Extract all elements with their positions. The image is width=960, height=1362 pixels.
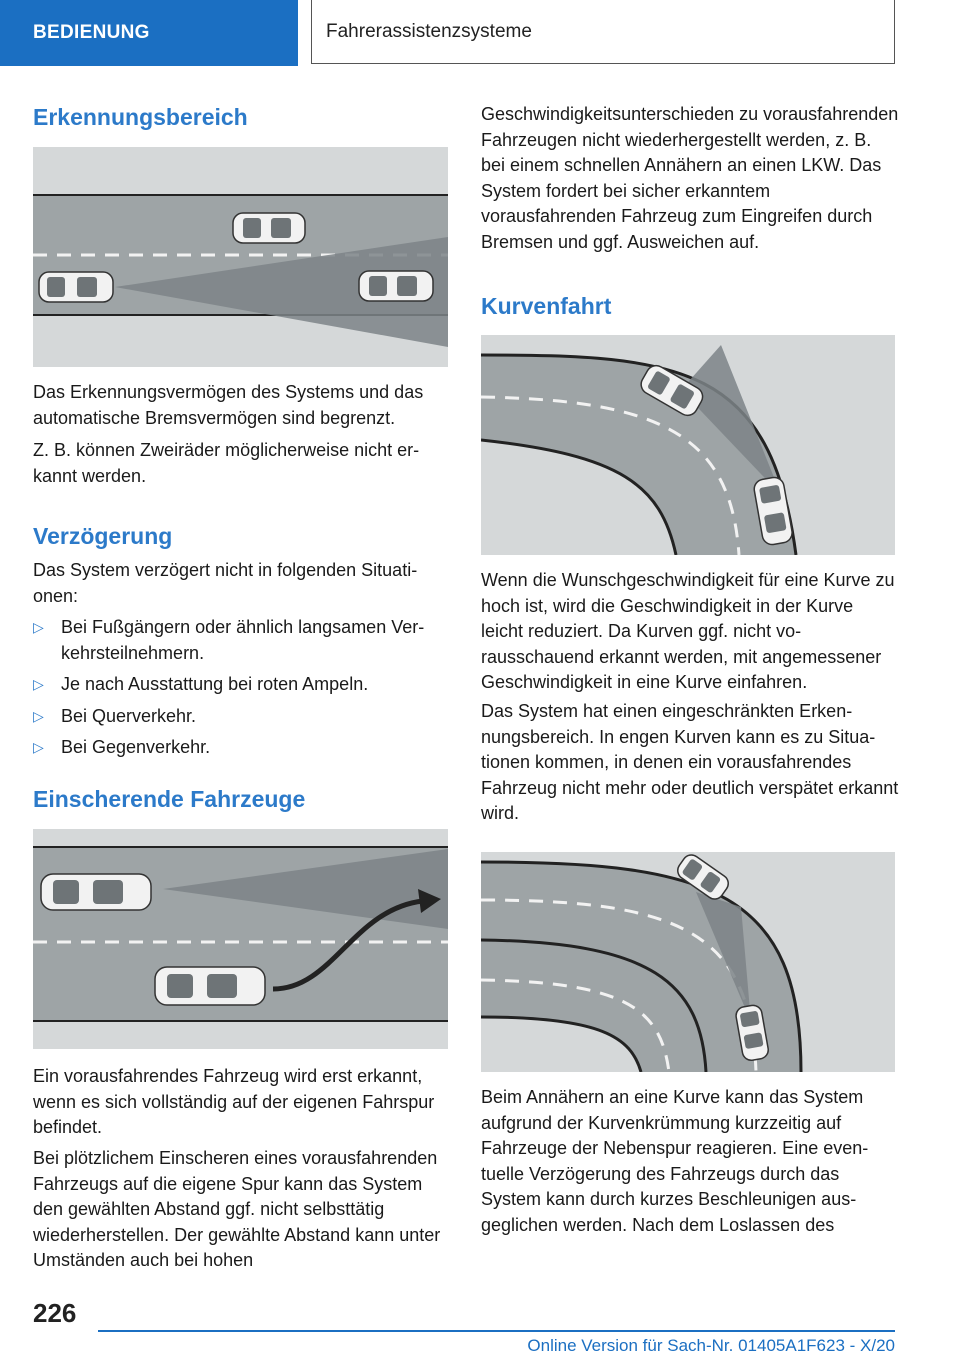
paragraph: Beim Annähern an eine Kurve kann das System aufgrund der Kurvenkrümmung kurzzeitig auf Fahrzeuge der Nebenspur reagieren. Eine eventuelle Verzögerung des Fahrzeugs durch das System kann durch kurzes Beschleunigen ausgeglichen werden. Nach dem Loslassen des [481,1087,869,1235]
paragraph: Das System verzögert nicht in folgenden Situationen: [33,560,418,606]
list-item: ▷ Bei Querverkehr. [33,704,451,730]
heading-verzoegerung: Verzögerung [33,523,173,549]
car-icon [39,272,113,302]
heading-einscherende-fahrzeuge: Einscherende Fahrzeuge [33,786,306,812]
list-item: ▷ Bei Fußgängern oder ähnlich langsamen Verkehrsteilnehmern. [33,617,425,663]
list-item: ▷ Je nach Ausstattung bei roten Ampeln. [33,672,451,698]
chapter-label: Fahrerassistenzsysteme [326,20,532,42]
triangle-bullet-icon: ▷ [33,676,44,692]
paragraph: Wenn die Wunschgeschwindigkeit für eine Kurve zu hoch ist, wird die Geschwindigkeit in der Kurve leicht reduziert. Da Kurven ggf. nicht vorausschauend erkannt werden, mit angemessener Geschwindigkeit in eine Kurve einfahren. [481,570,895,692]
car-icon [233,213,305,243]
bullet-list [33,615,451,767]
paragraph: Ein vorausfahrendes Fahrzeug wird erst erkannt, wenn es sich vollständig auf der eigenen Fahrspur befindet. [33,1066,435,1137]
car-icon [41,874,151,910]
footer-divider [98,1330,895,1332]
figure-kurve-nebenspur [481,852,895,1072]
triangle-bullet-icon: ▷ [33,707,44,724]
heading-kurvenfahrt: Kurvenfahrt [481,293,612,319]
car-icon [359,271,433,301]
paragraph: Z. B. können Zweiräder möglicherweise nicht erkannt werden. [33,440,420,486]
list-item: ▷ Bei Gegenverkehr. [33,735,451,761]
chapter-header [311,0,895,64]
page-number: 226 [33,1298,77,1328]
section-tab [0,0,298,66]
footer-version: Online Version für Sach-Nr. 01405A1F623 - X/20 [527,1336,895,1355]
paragraph: Das Erkennungsvermögen des Systems und das automatische Bremsvermögen sind begrenzt. [33,382,424,428]
heading-erkennungsbereich: Erkennungsbereich [33,104,248,130]
section-label: BEDIENUNG [33,22,150,43]
triangle-bullet-icon: ▷ [33,739,44,755]
paragraph: Bei plötzlichem Einscheren eines vorausfahrenden Fahrzeugs auf die eigene Spur kann das System den gewählten Abstand ggf. nicht selbsttätig wiederherstellen. Der gewählte Abstand kann unter Umständen auch bei hohen [33,1148,441,1270]
figure-kurvenfahrt [481,335,895,555]
triangle-bullet-icon: ▷ [33,619,44,635]
figure-einscherende-fahrzeuge [33,829,448,1049]
figure-erkennungsbereich [33,147,448,367]
paragraph: Das System hat einen eingeschränkten Erkennungsbereich. In engen Kurven kann es zu Situationen kommen, in denen ein vorausfahrendes Fahrzeug nicht mehr oder deutlich verspätet erkannt wird. [481,701,899,823]
paragraph: Geschwindigkeitsunterschieden zu vorausfahrenden Fahrzeugen nicht wiederhergestellt werden, z. B. bei einem schnellen Annähern an einen LKW. Das System fordert bei sicher erkanntem vorausfahrenden Fahrzeug zum Eingreifen durch Bremsen und ggf. Ausweichen auf. [481,104,899,252]
car-icon [155,967,265,1005]
